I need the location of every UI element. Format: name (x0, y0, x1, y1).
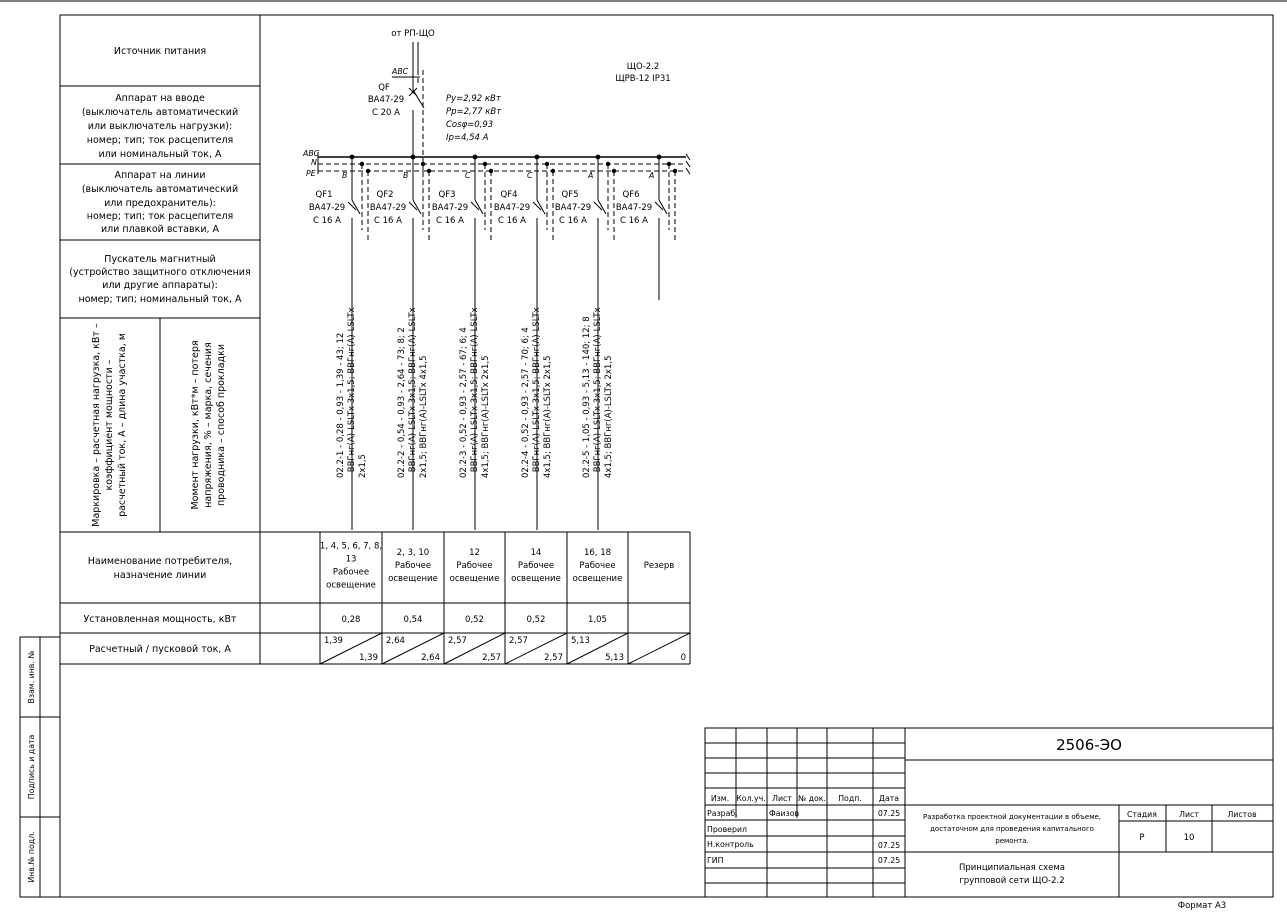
title-col-headers (711, 794, 899, 803)
header-source: Источник питания (113, 46, 207, 57)
line-breaker-rating: C 16 А (436, 216, 464, 226)
svg-text:Разработка проектной документа: Разработка проектной документации в объеме, (922, 813, 1102, 821)
line-cable-spec: 4х1,5; ВВГнг(А)-LSLTx 2х1,5 (481, 355, 491, 478)
panel-type: ЩРВ-12 IP31 (615, 74, 671, 84)
current-start-value: 1,39 (359, 653, 378, 663)
svg-text:Принципиальная схема: Принципиальная схема (958, 863, 1066, 873)
svg-text:или предохранитель):: или предохранитель): (104, 198, 216, 209)
current-design-value: 2,57 (509, 636, 528, 646)
svg-text:07.25: 07.25 (877, 856, 901, 865)
svg-text:Момент нагрузки, кВт*м – потер: Момент нагрузки, кВт*м – потеря (190, 340, 201, 510)
line-phase-label: B (403, 171, 409, 180)
line-cable-spec: 4х1,5; ВВГнг(А)-LSLTx 2х1,5 (604, 355, 614, 478)
current-design-value: 2,64 (386, 636, 405, 646)
line-breaker-rating: C 16 А (559, 216, 587, 226)
svg-text:№ док.: № док. (798, 794, 826, 803)
stage-value: Р (1139, 833, 1145, 843)
line-cable-spec: 02.2-3 - 0,52 - 0,93 - 2,57 - 67; 6; 4 (459, 327, 469, 478)
consumer-name: 2, 3, 10 (396, 548, 430, 558)
line-phase-label: B (342, 171, 348, 180)
input-breaker-rating: C 20 А (372, 108, 400, 118)
svg-text:или плавкой вставки, А: или плавкой вставки, А (100, 224, 220, 235)
input-breaker-type: ВА47-29 (367, 95, 405, 105)
line-breaker-type: ВА47-29 (554, 203, 592, 213)
svg-text:Рр=2,77 кВт: Рр=2,77 кВт (446, 107, 502, 117)
outgoing-lines (309, 155, 690, 664)
line-breaker-type: ВА47-29 (493, 203, 531, 213)
svg-text:или другие аппараты):: или другие аппараты): (102, 280, 218, 291)
consumer-name: 14 (530, 548, 542, 558)
header-current: Расчетный / пусковой ток, А (89, 644, 231, 655)
svg-text:номер; тип; ток расцепителя: номер; тип; ток расцепителя (86, 135, 234, 146)
breaker-mark (348, 202, 356, 210)
svg-text:Н.контроль: Н.контроль (707, 840, 754, 849)
consumer-name: освещение (511, 574, 561, 584)
current-design-value: 2,57 (448, 636, 467, 646)
line-cable-spec: 02.2-1 - 0,28 - 0,93 - 1,39 - 43; 12 (336, 332, 346, 478)
svg-text:расчетный ток, А – длина участ: расчетный ток, А – длина участка, м (117, 333, 128, 517)
installed-power-value: 1,05 (588, 615, 607, 625)
header-installed-power: Установленная мощность, кВт (83, 614, 237, 625)
svg-text:Iр=4,54 А: Iр=4,54 А (446, 133, 489, 143)
svg-text:номер; тип; ток расцепителя: номер; тип; ток расцепителя (86, 211, 234, 222)
header-consumer (88, 556, 233, 581)
svg-text:или выключатель нагрузки):: или выключатель нагрузки): (87, 121, 233, 132)
svg-text:(устройство защитного отключен: (устройство защитного отключения (69, 267, 251, 278)
line-cable-spec: - ВВГнг(А)-LSLTx 3х1,5; ВВГнг(А)-LSLTx (347, 307, 357, 478)
consumer-name: Рабочее (517, 561, 555, 571)
line-breaker-type: ВА47-29 (431, 203, 469, 213)
breaker-mark (471, 202, 479, 210)
line-phase-label: C (465, 171, 471, 180)
line-cable-spec: - ВВГнг(А)-LSLTx 3х1,5; ВВГнг(А)-LSLTx (408, 307, 418, 478)
consumer-name: освещение (449, 574, 500, 584)
line-breaker-rating: C 16 А (374, 216, 402, 226)
feeder-phase: ABC (392, 67, 409, 76)
line-breaker-id: QF4 (500, 190, 518, 200)
title-block (705, 728, 1273, 897)
header-line-device (82, 170, 238, 235)
svg-text:или номинальный ток, А: или номинальный ток, А (98, 149, 222, 160)
svg-text:Дата: Дата (878, 794, 900, 803)
consumer-name: 1, 4, 5, 6, 7, 8, (319, 541, 383, 552)
svg-text:Cosφ=0,93: Cosφ=0,93 (446, 120, 494, 130)
line-breaker-rating: C 16 А (313, 216, 341, 226)
svg-text:Разраб.: Разраб. (707, 809, 738, 818)
header-marking (91, 323, 128, 527)
consumer-name: освещение (388, 574, 438, 584)
breaker-mark (594, 202, 602, 210)
svg-text:Маркировка – расчетная нагрузк: Маркировка – расчетная нагрузка, кВт – (91, 323, 102, 527)
svg-text:(выключатель автоматический: (выключатель автоматический (81, 184, 239, 195)
header-starter (69, 254, 250, 305)
line-cable-spec: 02.2-4 - 0,52 - 0,93 - 2,57 - 70; 6; 4 (521, 327, 531, 478)
source-label: от РП-ЩО (391, 29, 435, 39)
svg-text:достаточном для проведения кап: достаточном для проведения капитального (930, 825, 1094, 833)
panel-name: ЩО-2.2 (626, 62, 660, 72)
title-signature-rows (707, 809, 900, 865)
line-breaker-type: ВА47-29 (369, 203, 407, 213)
installed-power-value: 0,54 (403, 615, 423, 625)
breaker-mark (655, 202, 663, 210)
breaker-mark (533, 202, 541, 210)
bus-label-n: N (311, 158, 317, 167)
svg-text:Ру=2,92 кВт: Ру=2,92 кВт (446, 94, 501, 104)
installed-power-value: 0,52 (465, 615, 484, 625)
consumer-name: освещение (326, 580, 376, 591)
svg-text:Изм.: Изм. (710, 794, 730, 803)
stamp-replace-inv: Взам. инв. № (27, 650, 36, 704)
line-cable-spec: 2х1,5 (358, 454, 368, 478)
stage-header: Стадия (1127, 810, 1157, 819)
svg-text:Фаизов: Фаизов (769, 809, 800, 818)
current-start-value: 2,57 (482, 653, 501, 663)
svg-text:Аппарат на вводе: Аппарат на вводе (115, 93, 205, 104)
svg-text:07.25: 07.25 (877, 841, 901, 850)
drawing-title (959, 863, 1065, 886)
installed-power-value: 0,52 (526, 615, 546, 625)
current-start-value: 0 (680, 653, 686, 663)
input-breaker-symbol (409, 70, 424, 170)
consumer-name: 16, 18 (583, 548, 612, 558)
svg-text:Лист: Лист (772, 794, 792, 803)
svg-text:групповой сети ЩО-2.2: групповой сети ЩО-2.2 (959, 876, 1065, 886)
svg-text:коэффициент мощности –: коэффициент мощности – (104, 359, 115, 491)
installed-power-value: 0,28 (341, 615, 361, 625)
consumer-name: 12 (469, 548, 480, 558)
current-design-value: 5,13 (571, 636, 590, 646)
svg-text:(выключатель автоматический: (выключатель автоматический (81, 107, 239, 118)
svg-text:07.25: 07.25 (877, 809, 901, 818)
line-breaker-id: QF5 (561, 190, 579, 200)
sheet-value: 10 (1183, 833, 1195, 843)
project-title (923, 813, 1101, 845)
line-breaker-id: QF3 (438, 190, 456, 200)
line-cable-spec: - ВВГнг(А)-LSLTx 3х1,5; ВВГнг(А)-LSLTx (470, 307, 480, 478)
line-breaker-type: ВА47-29 (308, 203, 346, 213)
bus-label-pe: PE (306, 169, 316, 178)
svg-text:Пускатель магнитный: Пускатель магнитный (104, 254, 216, 265)
calc-params (446, 94, 502, 143)
svg-text:Проверил: Проверил (707, 825, 747, 834)
svg-text:ГИП: ГИП (707, 856, 724, 865)
current-start-value: 5,13 (605, 653, 624, 663)
consumer-name: Рабочее (579, 561, 616, 571)
consumer-name: Рабочее (394, 561, 432, 571)
line-breaker-id: QF2 (376, 190, 394, 200)
line-cable-spec: - ВВГнг(А)-LSLTx 3х1,5; ВВГнг(А)-LSLTx (532, 307, 542, 478)
line-breaker-id: QF6 (622, 190, 640, 200)
stamp-original-inv: Инв.№ подл. (27, 831, 36, 883)
input-breaker-id: QF (378, 83, 390, 93)
line-breaker-rating: C 16 А (498, 216, 526, 226)
svg-text:Кол.уч.: Кол.уч. (736, 794, 766, 803)
breaker-mark (409, 202, 417, 210)
sheet-header: Лист (1179, 810, 1199, 819)
svg-text:напряжения, % – марка, сечения: напряжения, % – марка, сечения (203, 342, 214, 508)
line-breaker-type: ВА47-29 (615, 203, 653, 213)
format-label: Формат А3 (1177, 901, 1227, 911)
line-cable-spec: 02.2-5 - 1,05 - 0,93 - 5,13 - 140; 12; 8 (582, 316, 592, 478)
feeder (368, 29, 671, 170)
consumer-name: Рабочее (456, 561, 493, 571)
consumer-name: Рабочее (332, 567, 370, 578)
svg-text:номер; тип; номинальный ток, А: номер; тип; номинальный ток, А (78, 294, 242, 305)
consumer-name: Резерв (643, 561, 675, 571)
consumer-name: 13 (345, 554, 357, 565)
svg-text:Наименование потребителя,: Наименование потребителя, (87, 556, 233, 567)
consumer-name: освещение (572, 574, 623, 584)
svg-text:ремонта.: ремонта. (995, 837, 1029, 845)
line-cable-spec: 2х1,5; ВВГнг(А)-LSLTx 4х1,5 (419, 355, 429, 478)
line-phase-label: A (649, 171, 655, 180)
line-cable-spec: 02.2-2 - 0,54 - 0,93 - 2,64 - 73; 8; 2 (397, 327, 407, 478)
sheets-header: Листов (1227, 810, 1257, 819)
line-breaker-id: QF1 (315, 190, 333, 200)
svg-text:назначение линии: назначение линии (113, 570, 207, 581)
current-start-value: 2,57 (544, 653, 563, 663)
header-moment (190, 340, 227, 509)
svg-text:Аппарат на линии: Аппарат на линии (114, 170, 206, 181)
stamp-signature-date: Подпись и дата (27, 734, 36, 800)
side-stamp (20, 637, 60, 897)
current-design-value: 1,39 (324, 636, 343, 646)
line-cable-spec: 4х1,5; ВВГнг(А)-LSLTx 2х1,5 (543, 355, 553, 478)
bus-label-abc: ABC (303, 149, 320, 158)
doc-code: 2506-ЭО (1056, 736, 1122, 754)
svg-text:проводника – способ прокладки: проводника – способ прокладки (216, 343, 227, 507)
line-phase-label: A (588, 171, 594, 180)
header-input-device (82, 93, 238, 160)
line-phase-label: C (527, 171, 533, 180)
line-breaker-rating: C 16 А (620, 216, 648, 226)
svg-text:Подп.: Подп. (838, 794, 862, 803)
current-start-value: 2,64 (421, 653, 440, 663)
line-cable-spec: - ВВГнг(А)-LSLTx 3х1,5; ВВГнг(А)-LSLTx (593, 307, 603, 478)
